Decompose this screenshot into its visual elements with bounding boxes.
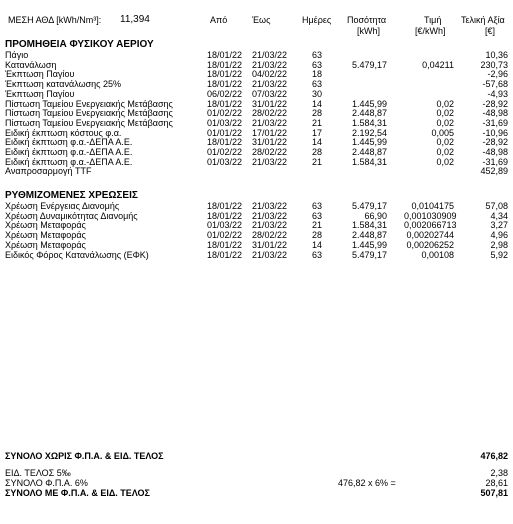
table-row [0,230,513,240]
row-date-from: 18/01/22 [207,79,243,90]
row-date-to: 31/01/22 [252,239,288,250]
row-description: Χρέωση Μεταφοράς [5,220,86,231]
row-price: 0,00202744 [406,230,454,241]
table-row [0,201,513,211]
row-date-to: 21/03/22 [252,79,288,90]
row-price: 0,02 [436,117,454,128]
row-total: 452,89 [480,166,508,177]
row-days: 14 [312,98,323,109]
col-to-header: Έως [252,15,271,25]
row-price: 0,02 [436,137,454,148]
row-description: Ειδική έκπτωση φ.α.-ΔΕΠΑ Α.Ε. [5,156,133,167]
table-row [0,108,513,118]
row-days: 21 [312,220,323,231]
row-days: 14 [312,137,323,148]
row-description: Αναπροσαρμογή TTF [5,166,92,177]
row-quantity: 2.448,87 [351,230,387,241]
row-description: Πίστωση Ταμείου Ενεργειακής Μετάβασης [5,108,173,119]
table-row [0,99,513,109]
special-tax-value: 2,38 [490,468,508,478]
col-from-header: Από [210,15,228,25]
row-days: 28 [312,108,323,119]
row-days: 17 [312,127,323,138]
row-total: -31,69 [482,156,508,167]
row-quantity: 2.448,87 [351,108,387,119]
row-total: 10,36 [485,50,508,60]
col-price-unit: [€/kWh] [415,26,446,36]
row-description: Κατανάλωση [5,59,57,70]
row-quantity: 1.445,99 [351,98,387,109]
table-row [0,147,513,157]
table-row [0,157,513,167]
row-date-to: 28/02/22 [252,230,288,241]
row-date-to: 28/02/22 [252,147,288,157]
table-row [0,79,513,89]
row-date-from: 18/01/22 [207,59,243,70]
row-total: 4,34 [490,210,508,221]
row-description: Χρέωση Μεταφοράς [5,239,86,250]
row-total: 5,92 [490,249,508,260]
row-description: Πίστωση Ταμείου Ενεργειακής Μετάβασης [5,117,173,128]
row-date-to: 04/02/22 [252,69,288,80]
row-total: 4,96 [490,230,508,241]
row-date-to: 31/01/22 [252,137,288,148]
row-days: 63 [312,50,323,60]
row-days: 63 [312,249,323,260]
row-date-from: 18/01/22 [207,98,243,109]
row-days: 21 [312,117,323,128]
row-date-to: 21/03/22 [252,117,288,128]
row-date-from: 18/01/22 [207,201,243,211]
row-description: Ειδική έκπτωση φ.α.-ΔΕΠΑ Α.Ε. [5,147,133,157]
row-date-from: 01/03/22 [207,156,243,167]
row-days: 63 [312,210,323,221]
table-row [0,250,513,260]
row-description: Ειδική έκπτωση φ.α.-ΔΕΠΑ Α.Ε. [5,137,133,148]
table-row [0,166,513,176]
grand-total-value: 507,81 [480,488,508,498]
row-description: Χρέωση Δυναμικότητας Διανομής [5,210,138,221]
row-date-from: 18/01/22 [207,50,243,60]
mean-gcv-value: 11,394 [120,14,150,25]
row-quantity: 2.192,54 [351,127,387,138]
row-date-to: 21/03/22 [252,156,288,167]
row-days: 30 [312,88,323,99]
row-days: 63 [312,59,323,70]
table-row [0,211,513,221]
table-row [0,220,513,230]
row-description: Ειδικός Φόρος Κατανάλωσης (ΕΦΚ) [5,249,149,260]
row-date-to: 21/03/22 [252,220,288,231]
row-quantity: 5.479,17 [351,249,387,260]
row-total: -31,69 [482,117,508,128]
row-days: 63 [312,201,323,211]
grand-total-label: ΣΥΝΟΛΟ ΜΕ Φ.Π.Α. & ΕΙΔ. ΤΕΛΟΣ [5,488,150,498]
row-date-to: 17/01/22 [252,127,288,138]
row-quantity: 1.445,99 [351,239,387,250]
row-price: 0,02 [436,147,454,157]
row-date-from: 06/02/22 [207,88,243,99]
table-row [0,118,513,128]
row-price: 0,00206252 [406,239,454,250]
table-row [0,128,513,138]
row-description: Έκπτωση Παγίου [5,69,75,80]
row-description: Έκπτωση κατανάλωσης 25% [5,79,122,90]
row-date-to: 28/02/22 [252,108,288,119]
row-price: 0,02 [436,156,454,167]
col-qty-header: Ποσότητα [347,15,387,25]
row-description: Ειδική έκπτωση κόστους φ.α. [5,127,122,138]
row-date-to: 31/01/22 [252,98,288,109]
row-price: 0,002066713 [404,220,457,231]
row-total: -48,98 [482,147,508,157]
row-date-from: 18/01/22 [207,249,243,260]
row-total: -2,96 [487,69,508,80]
row-quantity: 1.584,31 [351,117,387,128]
col-total-unit: [€] [485,26,496,36]
col-price-header: Τιμή [424,15,442,25]
special-tax-label: ΕΙΔ. ΤΕΛΟΣ 5‰ [5,468,71,478]
row-quantity: 1.584,31 [351,220,387,231]
row-days: 18 [312,69,323,80]
row-total: 57,08 [485,201,508,211]
section-regulated-title: ΡΥΘΜΙΖΟΜΕΝΕΣ ΧΡΕΩΣΕΙΣ [5,190,138,201]
table-row [0,137,513,147]
table-row [0,60,513,70]
row-description: Χρέωση Ενέργειας Διανομής [5,201,120,211]
row-days: 28 [312,230,323,241]
row-date-from: 18/01/22 [207,210,243,221]
table-row [0,89,513,99]
row-description: Πάγιο [5,50,29,60]
row-total: -28,92 [482,98,508,109]
row-date-from: 01/03/22 [207,117,243,128]
row-total: -28,92 [482,137,508,148]
row-date-from: 18/01/22 [207,69,243,80]
vat-value: 28,61 [485,478,508,488]
row-description: Πίστωση Ταμείου Ενεργειακής Μετάβασης [5,98,173,109]
row-quantity: 5.479,17 [351,201,387,211]
row-quantity: 2.448,87 [351,147,387,157]
row-days: 14 [312,239,323,250]
row-price: 0,04211 [422,59,454,70]
row-date-from: 18/01/22 [207,137,243,148]
row-date-to: 21/03/22 [252,210,288,221]
row-date-from: 01/01/22 [207,127,243,138]
col-days-header: Ημέρες [302,15,332,25]
row-date-from: 01/02/22 [207,230,243,241]
subtotal-label: ΣΥΝΟΛΟ ΧΩΡΙΣ Φ.Π.Α. & ΕΙΔ. ΤΕΛΟΣ [5,451,164,461]
row-total: 2,98 [490,239,508,250]
row-date-to: 21/03/22 [252,59,288,70]
row-date-to: 21/03/22 [252,201,288,211]
row-date-from: 18/01/22 [207,239,243,250]
row-price: 0,02 [436,108,454,119]
row-quantity: 1.445,99 [351,137,387,148]
row-days: 28 [312,147,323,157]
row-price: 0,005 [431,127,454,138]
row-total: -10,96 [482,127,508,138]
row-total: -48,98 [482,108,508,119]
row-description: Έκπτωση Παγίου [5,88,75,99]
col-total-header: Τελική Αξία [461,15,505,25]
row-total: -57,68 [482,79,508,90]
row-description: Χρέωση Μεταφοράς [5,230,86,241]
row-date-to: 07/03/22 [252,88,288,99]
row-total: 230,73 [480,59,508,70]
row-date-to: 21/03/22 [252,249,288,260]
row-price: 0,0104175 [411,201,454,211]
row-price: 0,02 [436,98,454,109]
row-date-from: 01/02/22 [207,108,243,119]
row-total: 3,27 [490,220,508,231]
row-quantity: 1.584,31 [351,156,387,167]
vat-label: ΣΥΝΟΛΟ Φ.Π.Α. 6% [5,478,88,488]
row-days: 21 [312,156,323,167]
subtotal-value: 476,82 [480,451,508,461]
table-row [0,69,513,79]
row-date-from: 01/02/22 [207,147,243,157]
section-supply-title: ΠΡΟΜΗΘΕΙΑ ΦΥΣΙΚΟΥ ΑΕΡΙΟΥ [5,39,154,50]
row-date-from: 01/03/22 [207,220,243,231]
row-days: 63 [312,79,323,90]
row-date-to: 21/03/22 [252,50,288,60]
row-quantity: 66,90 [364,210,387,221]
table-row [0,240,513,250]
row-price: 0,001030909 [404,210,457,221]
row-price: 0,00108 [421,249,454,260]
vat-calculation: 476,82 x 6% = [338,478,396,488]
col-qty-unit: [kWh] [357,26,381,36]
row-total: -4,93 [487,88,508,99]
row-quantity: 5.479,17 [351,59,387,70]
mean-gcv-label: ΜΕΣΗ ΑΘΔ [kWh/Nm³]: [8,15,102,25]
table-row [0,50,513,60]
